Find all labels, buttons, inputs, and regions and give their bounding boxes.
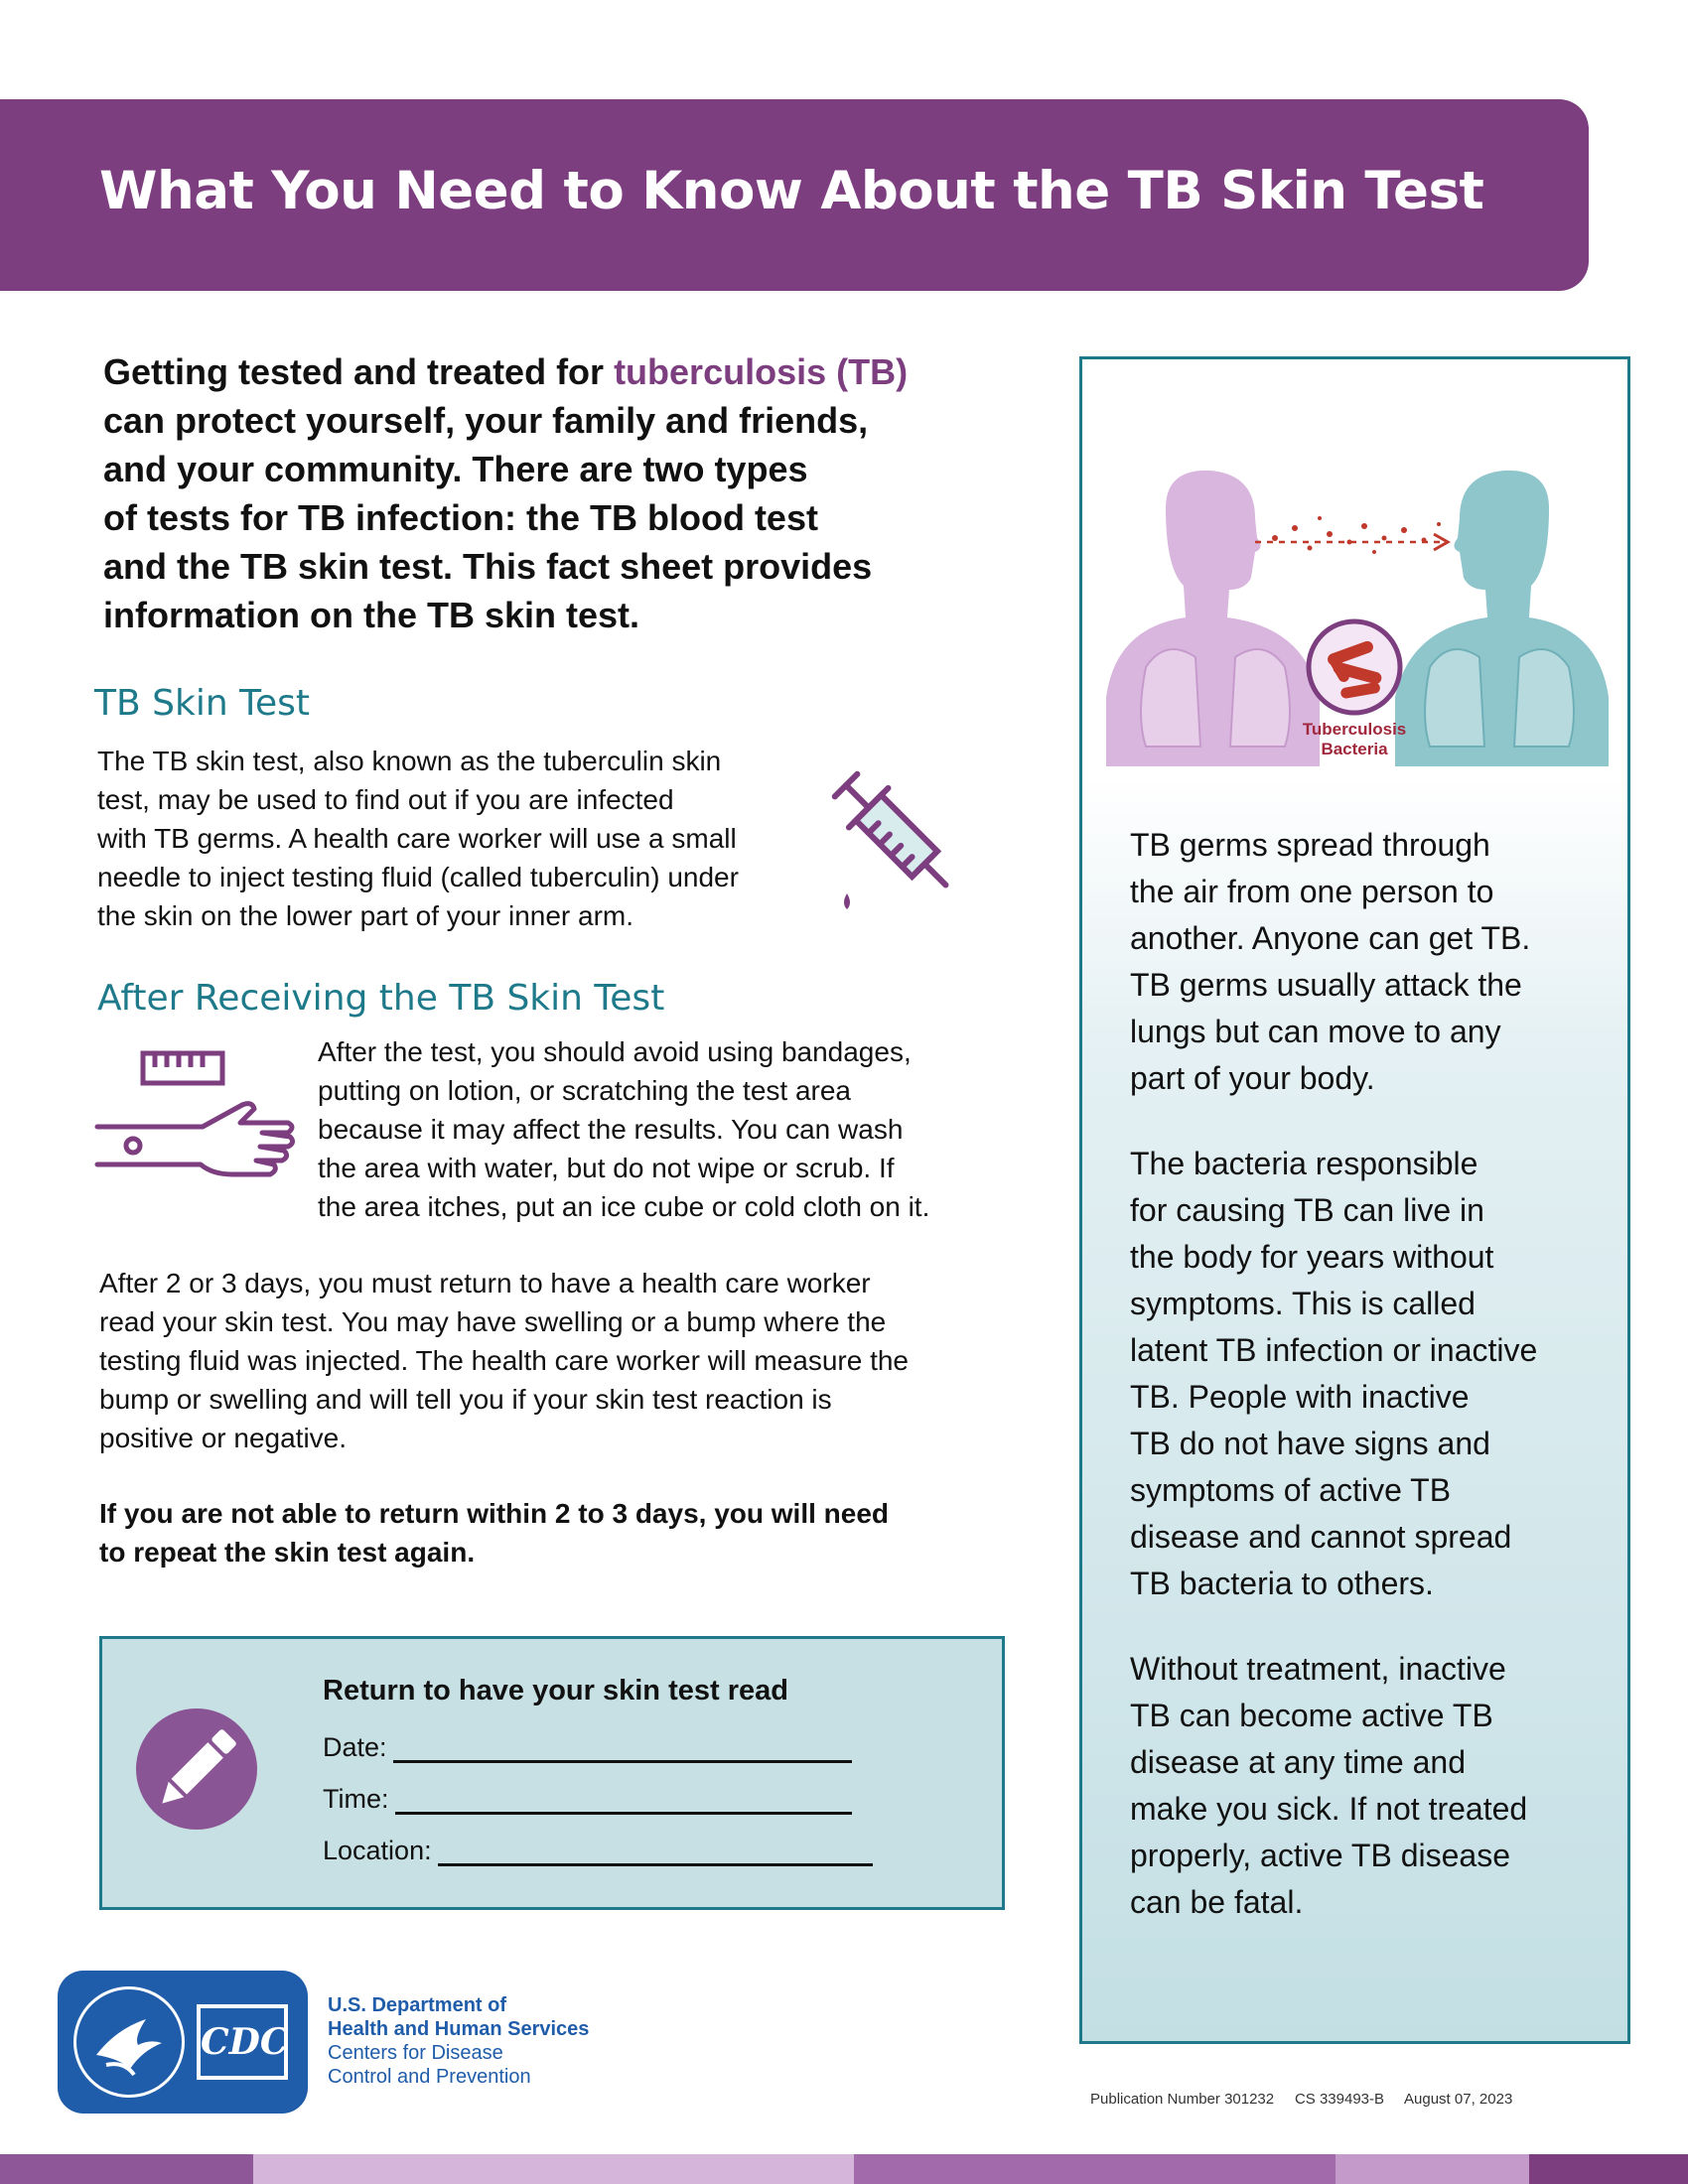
skin-test-line: the skin on the lower part of your inner arm. bbox=[97, 900, 634, 931]
sidebar-line: TB germs usually attack the bbox=[1130, 967, 1522, 1003]
org-line-4: Control and Prevention bbox=[328, 2066, 531, 2088]
skin-test-line: The TB skin test, also known as the tuberculin skin bbox=[97, 746, 722, 776]
page-title: What You Need to Know About the TB Skin Test bbox=[99, 161, 1484, 221]
ruler-arm-icon bbox=[93, 1047, 302, 1196]
org-line-1: U.S. Department of bbox=[328, 1994, 507, 2016]
footer-bar-segment bbox=[0, 2154, 253, 2184]
arm-icon bbox=[97, 1104, 293, 1174]
tb-transmission-illustration bbox=[1106, 469, 1609, 766]
return-line: positive or negative. bbox=[99, 1423, 348, 1453]
sidebar-paragraph-2 bbox=[1130, 1141, 1597, 1607]
footer-bar-segment bbox=[1529, 2154, 1688, 2184]
sidebar-line: The bacteria responsible bbox=[1130, 1146, 1478, 1181]
sidebar-line: Without treatment, inactive bbox=[1130, 1651, 1506, 1687]
intro-line: information on the TB skin test. bbox=[103, 595, 640, 635]
sidebar-line: the air from one person to bbox=[1130, 874, 1494, 909]
sidebar-line: disease at any time and bbox=[1130, 1744, 1466, 1780]
footer-color-bar bbox=[0, 2154, 1688, 2184]
sidebar-line: symptoms. This is called bbox=[1130, 1286, 1476, 1321]
cdc-logo: CDC bbox=[197, 2004, 288, 2080]
sidebar-line: for causing TB can live in bbox=[1130, 1192, 1484, 1228]
return-paragraph bbox=[99, 1264, 1013, 1457]
warning-paragraph bbox=[99, 1494, 1013, 1571]
title-banner bbox=[0, 99, 1589, 291]
ruler-icon bbox=[143, 1053, 222, 1083]
footer-bar-segment bbox=[253, 2154, 854, 2184]
after-line: the area itches, put an ice cube or cold cloth on it. bbox=[318, 1191, 930, 1222]
return-line: testing fluid was injected. The health care worker will measure the bbox=[99, 1345, 909, 1376]
after-line: After the test, you should avoid using bandages, bbox=[318, 1036, 912, 1067]
intro-line: of tests for TB infection: the TB blood test bbox=[103, 497, 818, 538]
intro-paragraph bbox=[103, 347, 957, 639]
hhs-eagle-icon bbox=[73, 1986, 185, 2098]
sidebar-panel bbox=[1079, 356, 1630, 2044]
return-reminder-box bbox=[99, 1636, 1005, 1910]
intro-line: and your community. There are two types bbox=[103, 449, 808, 489]
sidebar-line: TB do not have signs and bbox=[1130, 1426, 1490, 1461]
location-input-line[interactable] bbox=[438, 1863, 873, 1866]
sidebar-line: the body for years without bbox=[1130, 1239, 1494, 1275]
sidebar-line: lungs but can move to any bbox=[1130, 1014, 1501, 1049]
org-line-2: Health and Human Services bbox=[328, 2018, 590, 2040]
sidebar-line: latent TB infection or inactive bbox=[1130, 1332, 1538, 1368]
sidebar-line: TB. People with inactive bbox=[1130, 1379, 1470, 1415]
warning-line: If you are not able to return within 2 to 3 days, you will need bbox=[99, 1498, 890, 1529]
warning-line: to repeat the skin test again. bbox=[99, 1537, 476, 1568]
skin-test-heading: TB Skin Test bbox=[94, 683, 310, 724]
sidebar-paragraph-1 bbox=[1130, 822, 1597, 1102]
location-field bbox=[323, 1836, 873, 1866]
date-input-line[interactable] bbox=[393, 1760, 852, 1763]
footer-bar-segment bbox=[1336, 2154, 1529, 2184]
sidebar-line: symptoms of active TB bbox=[1130, 1472, 1452, 1508]
return-line: After 2 or 3 days, you must return to have a health care worker bbox=[99, 1268, 871, 1298]
time-input-line[interactable] bbox=[395, 1812, 852, 1815]
skin-test-line: with TB germs. A health care worker will use a small bbox=[97, 823, 737, 854]
sidebar-line: part of your body. bbox=[1130, 1060, 1375, 1096]
after-line: putting on lotion, or scratching the test area bbox=[318, 1075, 851, 1106]
sidebar-line: disease and cannot spread bbox=[1130, 1519, 1512, 1555]
sidebar-line: TB germs spread through bbox=[1130, 827, 1490, 863]
after-line: because it may affect the results. You can wash bbox=[318, 1114, 904, 1145]
sidebar-paragraph-3 bbox=[1130, 1646, 1597, 1926]
sidebar-line: make you sick. If not treated bbox=[1130, 1791, 1528, 1827]
after-paragraph bbox=[318, 1032, 1013, 1226]
footer-bar-segment bbox=[854, 2154, 1336, 2184]
skin-test-line: test, may be used to find out if you are infected bbox=[97, 784, 674, 815]
sidebar-line: TB can become active TB bbox=[1130, 1698, 1493, 1733]
after-line: the area with water, but do not wipe or scrub. If bbox=[318, 1153, 895, 1183]
intro-text-start: Getting tested and treated for bbox=[103, 351, 615, 392]
intro-line: and the TB skin test. This fact sheet provides bbox=[103, 546, 873, 587]
sidebar-line: another. Anyone can get TB. bbox=[1130, 920, 1531, 956]
org-line-3: Centers for Disease bbox=[328, 2042, 503, 2064]
syringe-icon bbox=[829, 747, 988, 915]
return-line: read your skin test. You may have swelling or a bump where the bbox=[99, 1306, 887, 1337]
sidebar-line: can be fatal. bbox=[1130, 1884, 1304, 1920]
pencil-icon bbox=[136, 1708, 257, 1830]
skin-test-paragraph bbox=[97, 742, 832, 935]
date-field bbox=[323, 1732, 852, 1763]
hhs-cdc-logo bbox=[58, 1971, 308, 2114]
sidebar-line: properly, active TB disease bbox=[1130, 1838, 1510, 1873]
return-box-title: Return to have your skin test read bbox=[323, 1675, 788, 1706]
date-label: Date: bbox=[323, 1732, 387, 1762]
location-label: Location: bbox=[323, 1836, 432, 1865]
return-line: bump or swelling and will tell you if your skin test reaction is bbox=[99, 1384, 832, 1415]
illustration-label-2: Bacteria bbox=[1321, 740, 1388, 758]
intro-highlight: tuberculosis (TB) bbox=[614, 351, 909, 392]
time-label: Time: bbox=[323, 1784, 389, 1814]
time-field bbox=[323, 1784, 852, 1815]
illustration-label-1: Tuberculosis bbox=[1302, 720, 1407, 739]
publication-info: Publication Number 301232 CS 339493-B August 07, 2023 bbox=[1090, 2091, 1513, 2108]
after-heading: After Receiving the TB Skin Test bbox=[97, 978, 665, 1019]
intro-line: can protect yourself, your family and friends, bbox=[103, 400, 869, 441]
sidebar-line: TB bacteria to others. bbox=[1130, 1566, 1434, 1601]
skin-test-line: needle to inject testing fluid (called tuberculin) under bbox=[97, 862, 739, 892]
